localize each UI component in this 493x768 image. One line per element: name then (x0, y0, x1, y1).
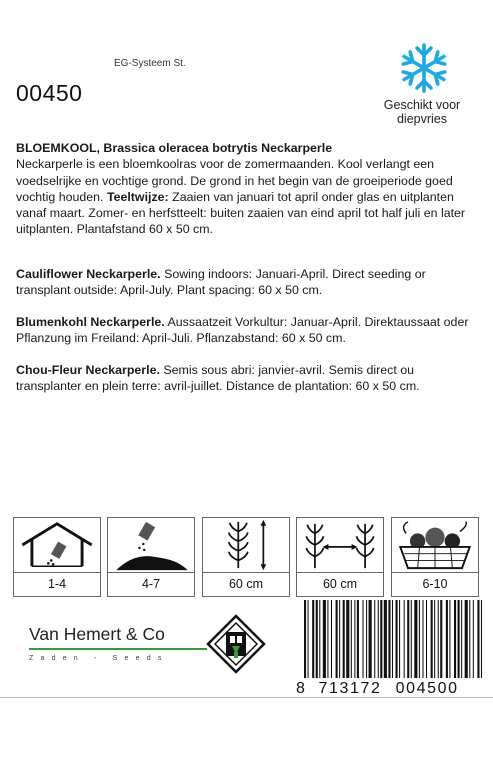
teeltwijze-label: Teeltwijze: (106, 189, 169, 204)
row-spacing-icon (202, 517, 290, 573)
barcode-digit-lead: 8 (296, 680, 307, 697)
standard-label: EG-Systeem St. (114, 58, 186, 69)
dutch-body-1: Neckarperle is een bloemkoolras voor de zomermaanden. Kool verlangt een voedselrijke en vochtige grond. De grond in het begin van de groeiperiode goed vochtig houden. (16, 157, 453, 204)
german-description (16, 314, 478, 347)
french-body: Semis sous abri: janvier-avril. Semis direct ou transplanter en plein terre: avril-juillet. Distance de plantation: 60 x 50 cm. (16, 363, 420, 394)
german-body: Aussaatzeit Vorkultur: Januar-April. Direktaussaat oder Pflanzung im Freiland: April-Juli. Pflanzabstand: 60 x 50 cm. (16, 315, 469, 346)
outdoor-sowing-icon (107, 517, 195, 573)
dutch-description (16, 140, 478, 238)
brand-name: Van Hemert & Co (29, 624, 165, 644)
freezer-label-line2: diepvries (396, 112, 448, 126)
freezer-label (360, 98, 484, 126)
english-heading: Cauliflower Neckarperle. (16, 267, 161, 281)
harvest-basket-icon (391, 517, 479, 573)
pictogram-value-3: 60 cm (202, 573, 290, 597)
freezer-label-line1: Geschikt voor (383, 98, 461, 112)
pictogram-value-2: 4-7 (107, 573, 195, 597)
greenhouse-sowing-icon (13, 517, 101, 573)
pictogram-value-1: 1-4 (13, 573, 101, 597)
brand-tagline: Zaden - Seeds (29, 655, 169, 662)
brand-underline (29, 648, 207, 650)
plant-spacing-icon (296, 517, 384, 573)
barcode (302, 600, 486, 680)
bottom-divider (0, 697, 493, 698)
french-heading: Chou-Fleur Neckarperle. (16, 363, 160, 377)
pictogram-strip (13, 517, 479, 597)
barcode-digits (296, 680, 490, 698)
english-description (16, 266, 478, 299)
article-number: 00450 (16, 80, 83, 106)
dutch-heading: BLOEMKOOL, Brassica oleracea botrytis Neckarperle (16, 141, 333, 155)
barcode-digits-right: 004500 (395, 680, 459, 697)
snowflake-icon (398, 42, 450, 94)
barcode-digits-left: 713172 (318, 680, 382, 697)
dutch-body-2: Zaaien van januari tot april onder glas en uitplanten vanaf maart. Zomer- en herfstteelt: buiten zaaien van eind april tot half juli en later uitplanten. Plantafstand 60 x 50 cm. (16, 189, 466, 237)
english-body: Sowing indoors: Januari-April. Direct seeding or transplant outside: April-July. Plant spacing: 60 x 50 cm. (16, 267, 426, 298)
german-heading: Blumenkohl Neckarperle. (16, 315, 165, 329)
company-logo-icon (206, 614, 266, 674)
pictogram-value-4: 60 cm (296, 573, 384, 597)
french-description (16, 362, 478, 395)
pictogram-value-5: 6-10 (391, 573, 479, 597)
